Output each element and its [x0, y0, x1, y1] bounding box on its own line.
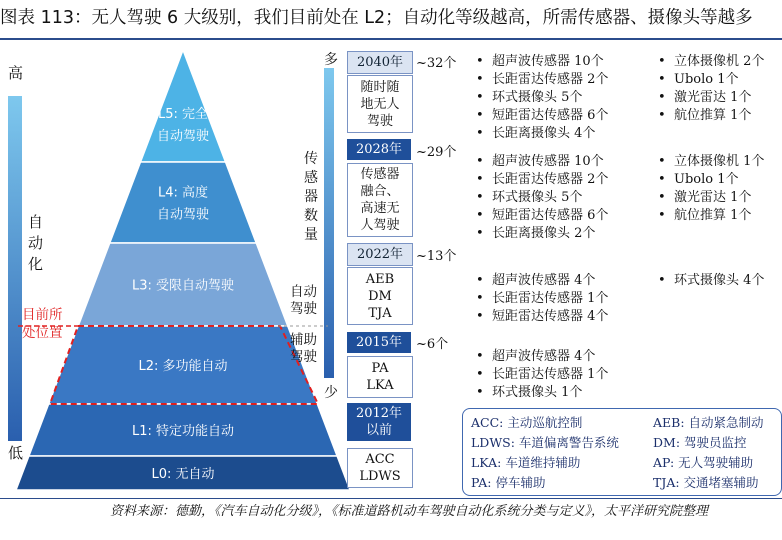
- legend-aeb: AEB: 自动紧急制动: [653, 415, 764, 430]
- legend-dm: DM: 驾驶员监控: [653, 435, 747, 450]
- current-position-label: 目前所 处位置: [22, 307, 63, 341]
- era-sensors-2022-col2: • 环式摄像头 4个: [658, 272, 764, 290]
- era-sensors-2028-col2: • 立体摄像机 1个 • Ubolo 1个 • 激光雷达 1个 • 航位推算 1个: [658, 153, 764, 225]
- era-year-2015: 2015年: [347, 332, 411, 353]
- source-note: 资料来源：德勤，《汽车自动化分级》，《标准道路机动车驾驶自动化系统分类与定义》，太平洋研究院整理: [110, 504, 709, 519]
- automation-axis-title: 自 动 化: [28, 213, 44, 273]
- pyramid-label-l2: L2: 多功能自动: [138, 359, 228, 374]
- auto-driving-label: 自动 驾驶: [290, 284, 317, 317]
- pyramid-label-l0: L0: 无自动: [151, 467, 215, 482]
- era-count-2015: ~6个: [416, 337, 449, 352]
- sensor-more-label: 多: [324, 52, 338, 68]
- legend-pa: PA: 停车辅助: [471, 475, 546, 490]
- pyramid-level-l5: [140, 50, 225, 162]
- era-year-2022: 2022年: [347, 243, 413, 266]
- legend-ap: AP: 无人驾驶辅助: [653, 455, 754, 470]
- pyramid-label-l5: L5: 完全: [157, 107, 209, 122]
- era-sensors-2015-col1: • 超声波传感器 4个 • 长距雷达传感器 1个 • 环式摄像头 1个: [476, 348, 608, 402]
- pyramid-label-l5: 自动驾驶: [156, 129, 210, 144]
- assist-driving-label: 辅助 驾驶: [290, 332, 317, 365]
- pyramid-label-l1: L1: 特定功能自动: [131, 424, 235, 439]
- legend-acc: ACC: 主动巡航控制: [471, 415, 583, 430]
- era-count-2040: ~32个: [416, 56, 457, 71]
- legend-ldws: LDWS: 车道偏离警告系统: [471, 435, 619, 450]
- sensor-axis-title: 传 感 器 数 量: [304, 151, 318, 243]
- sensor-axis-bar: [324, 68, 334, 378]
- automation-low-label: 低: [8, 444, 24, 462]
- era-sensors-2028-col1: • 超声波传感器 10个 • 长距雷达传感器 2个 • 环式摄像头 5个 • 短距雷达传感器 6个 • 长距离摄像头 2个: [476, 153, 608, 243]
- era-year-2040: 2040年: [347, 51, 413, 74]
- era-desc-2022: AEB DM TJA: [347, 267, 413, 325]
- pyramid-label-l3: L3: 受限自动驾驶: [131, 278, 235, 294]
- era-sensors-2022-col1: • 超声波传感器 4个 • 长距雷达传感器 1个 • 短距雷达传感器 4个: [476, 272, 608, 326]
- pyramid-level-l4: [110, 162, 257, 243]
- legend-lka: LKA: 车道维持辅助: [471, 455, 581, 470]
- legend-tja: TJA: 交通堵塞辅助: [653, 475, 759, 490]
- era-count-2028: ~29个: [416, 145, 457, 160]
- automation-axis-bar: [8, 96, 22, 441]
- pyramid-label-l4: L4: 高度: [157, 185, 209, 201]
- era-year-2012: 2012年 以前: [347, 403, 411, 441]
- abbreviation-legend: [462, 408, 782, 496]
- pyramid-label-l4: 自动驾驶: [156, 207, 210, 223]
- era-sensors-2040-col1: • 超声波传感器 10个 • 长距雷达传感器 2个 • 环式摄像头 5个 • 短距雷达传感器 6个 • 长距离摄像头 4个: [476, 53, 608, 143]
- era-desc-2015: PA LKA: [347, 356, 413, 398]
- era-sensors-2040-col2: • 立体摄像机 2个 • Ubolo 1个 • 激光雷达 1个 • 航位推算 1个: [658, 53, 764, 125]
- era-desc-2040: 随时随 地无人 驾驶: [347, 75, 413, 133]
- automation-high-label: 高: [8, 64, 24, 82]
- source-rule: [0, 498, 782, 499]
- era-desc-2012: ACC LDWS: [347, 448, 413, 488]
- era-count-2022: ~13个: [416, 249, 457, 264]
- era-year-2028: 2028年: [347, 139, 411, 160]
- sensor-less-label: 少: [324, 385, 338, 401]
- era-desc-2028: 传感器 融合、 高速无 人驾驶: [347, 163, 413, 237]
- figure-title: 图表 113：无人驾驶 6 大级别，我们目前处在 L2；自动化等级越高，所需传感器、摄像头等越多: [0, 8, 753, 28]
